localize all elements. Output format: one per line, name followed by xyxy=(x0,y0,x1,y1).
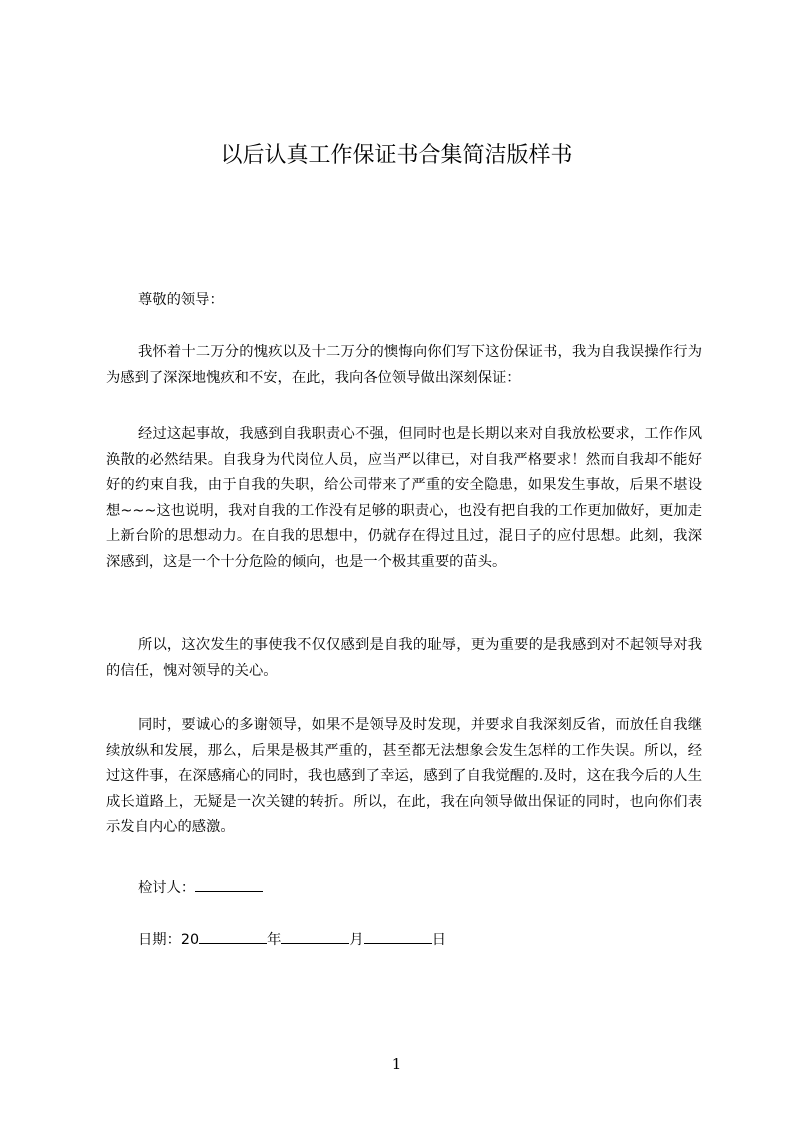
date-line xyxy=(106,927,702,954)
paragraph-4: 同时，要诚心的多谢领导，如果不是领导及时发现，并要求自我深刻反省，而放任自我继续放纵和发展，那么，后果是极其严重的，甚至都无法想象会发生怎样的工作失误。所以，经过这件事，在深感痛心的同时，我也感到了幸运，感到了自我觉醒的.及时，这在我今后的人生成长道路上，无疑是一次关键的转折。所以，在此，我在向领导做出保证的同时，也向你们表示发自内心的感激。 xyxy=(106,717,702,835)
paragraph-2: 经过这起事故，我感到自我职责心不强，但同时也是长期以来对自我放松要求，工作作风涣散的必然结果。自我身为代岗位人员，应当严以律已，对自我严格要求！然而自我却不能好好的约束自我，由于自我的失职，给公司带来了严重的安全隐患，如果发生事故，后果不堪设想~~~这也说明，我对自我的工作没有足够的职责心，也没有把自我的工作更加做好，更加走上新台阶的思想动力。在自我的思想中，仍就存在得过且过，混日子的应付思想。此刻，我深深感到，这是一个十分危险的倾向，也是一个极其重要的苗头。 xyxy=(106,426,702,570)
day-blank xyxy=(364,927,432,944)
page-number: 1 xyxy=(391,1055,402,1073)
salutation: 尊敬的领导： xyxy=(138,292,224,308)
signature-label: 检讨人： xyxy=(138,880,196,896)
year-blank xyxy=(199,927,267,944)
date-day: 日 xyxy=(431,932,446,948)
document-title: 以后认真工作保证书合集简洁版样书 xyxy=(220,143,573,168)
signature-line xyxy=(106,875,702,902)
date-year: 年 xyxy=(267,932,282,948)
signature-blank xyxy=(195,875,263,892)
date-month: 月 xyxy=(349,932,364,948)
paragraph-1: 我怀着十二万分的愧疚以及十二万分的懊悔向你们写下这份保证书，我为自我误操作行为为感到了深深地愧疚和不安，在此，我向各位领导做出深刻保证： xyxy=(106,344,702,386)
date-prefix: 20 xyxy=(180,932,200,948)
date-label: 日期： xyxy=(138,932,181,948)
paragraph-3: 所以，这次发生的事使我不仅仅感到是自我的耻辱，更为重要的是我感到对不起领导对我的信任，愧对领导的关心。 xyxy=(106,637,702,679)
month-blank xyxy=(281,927,349,944)
